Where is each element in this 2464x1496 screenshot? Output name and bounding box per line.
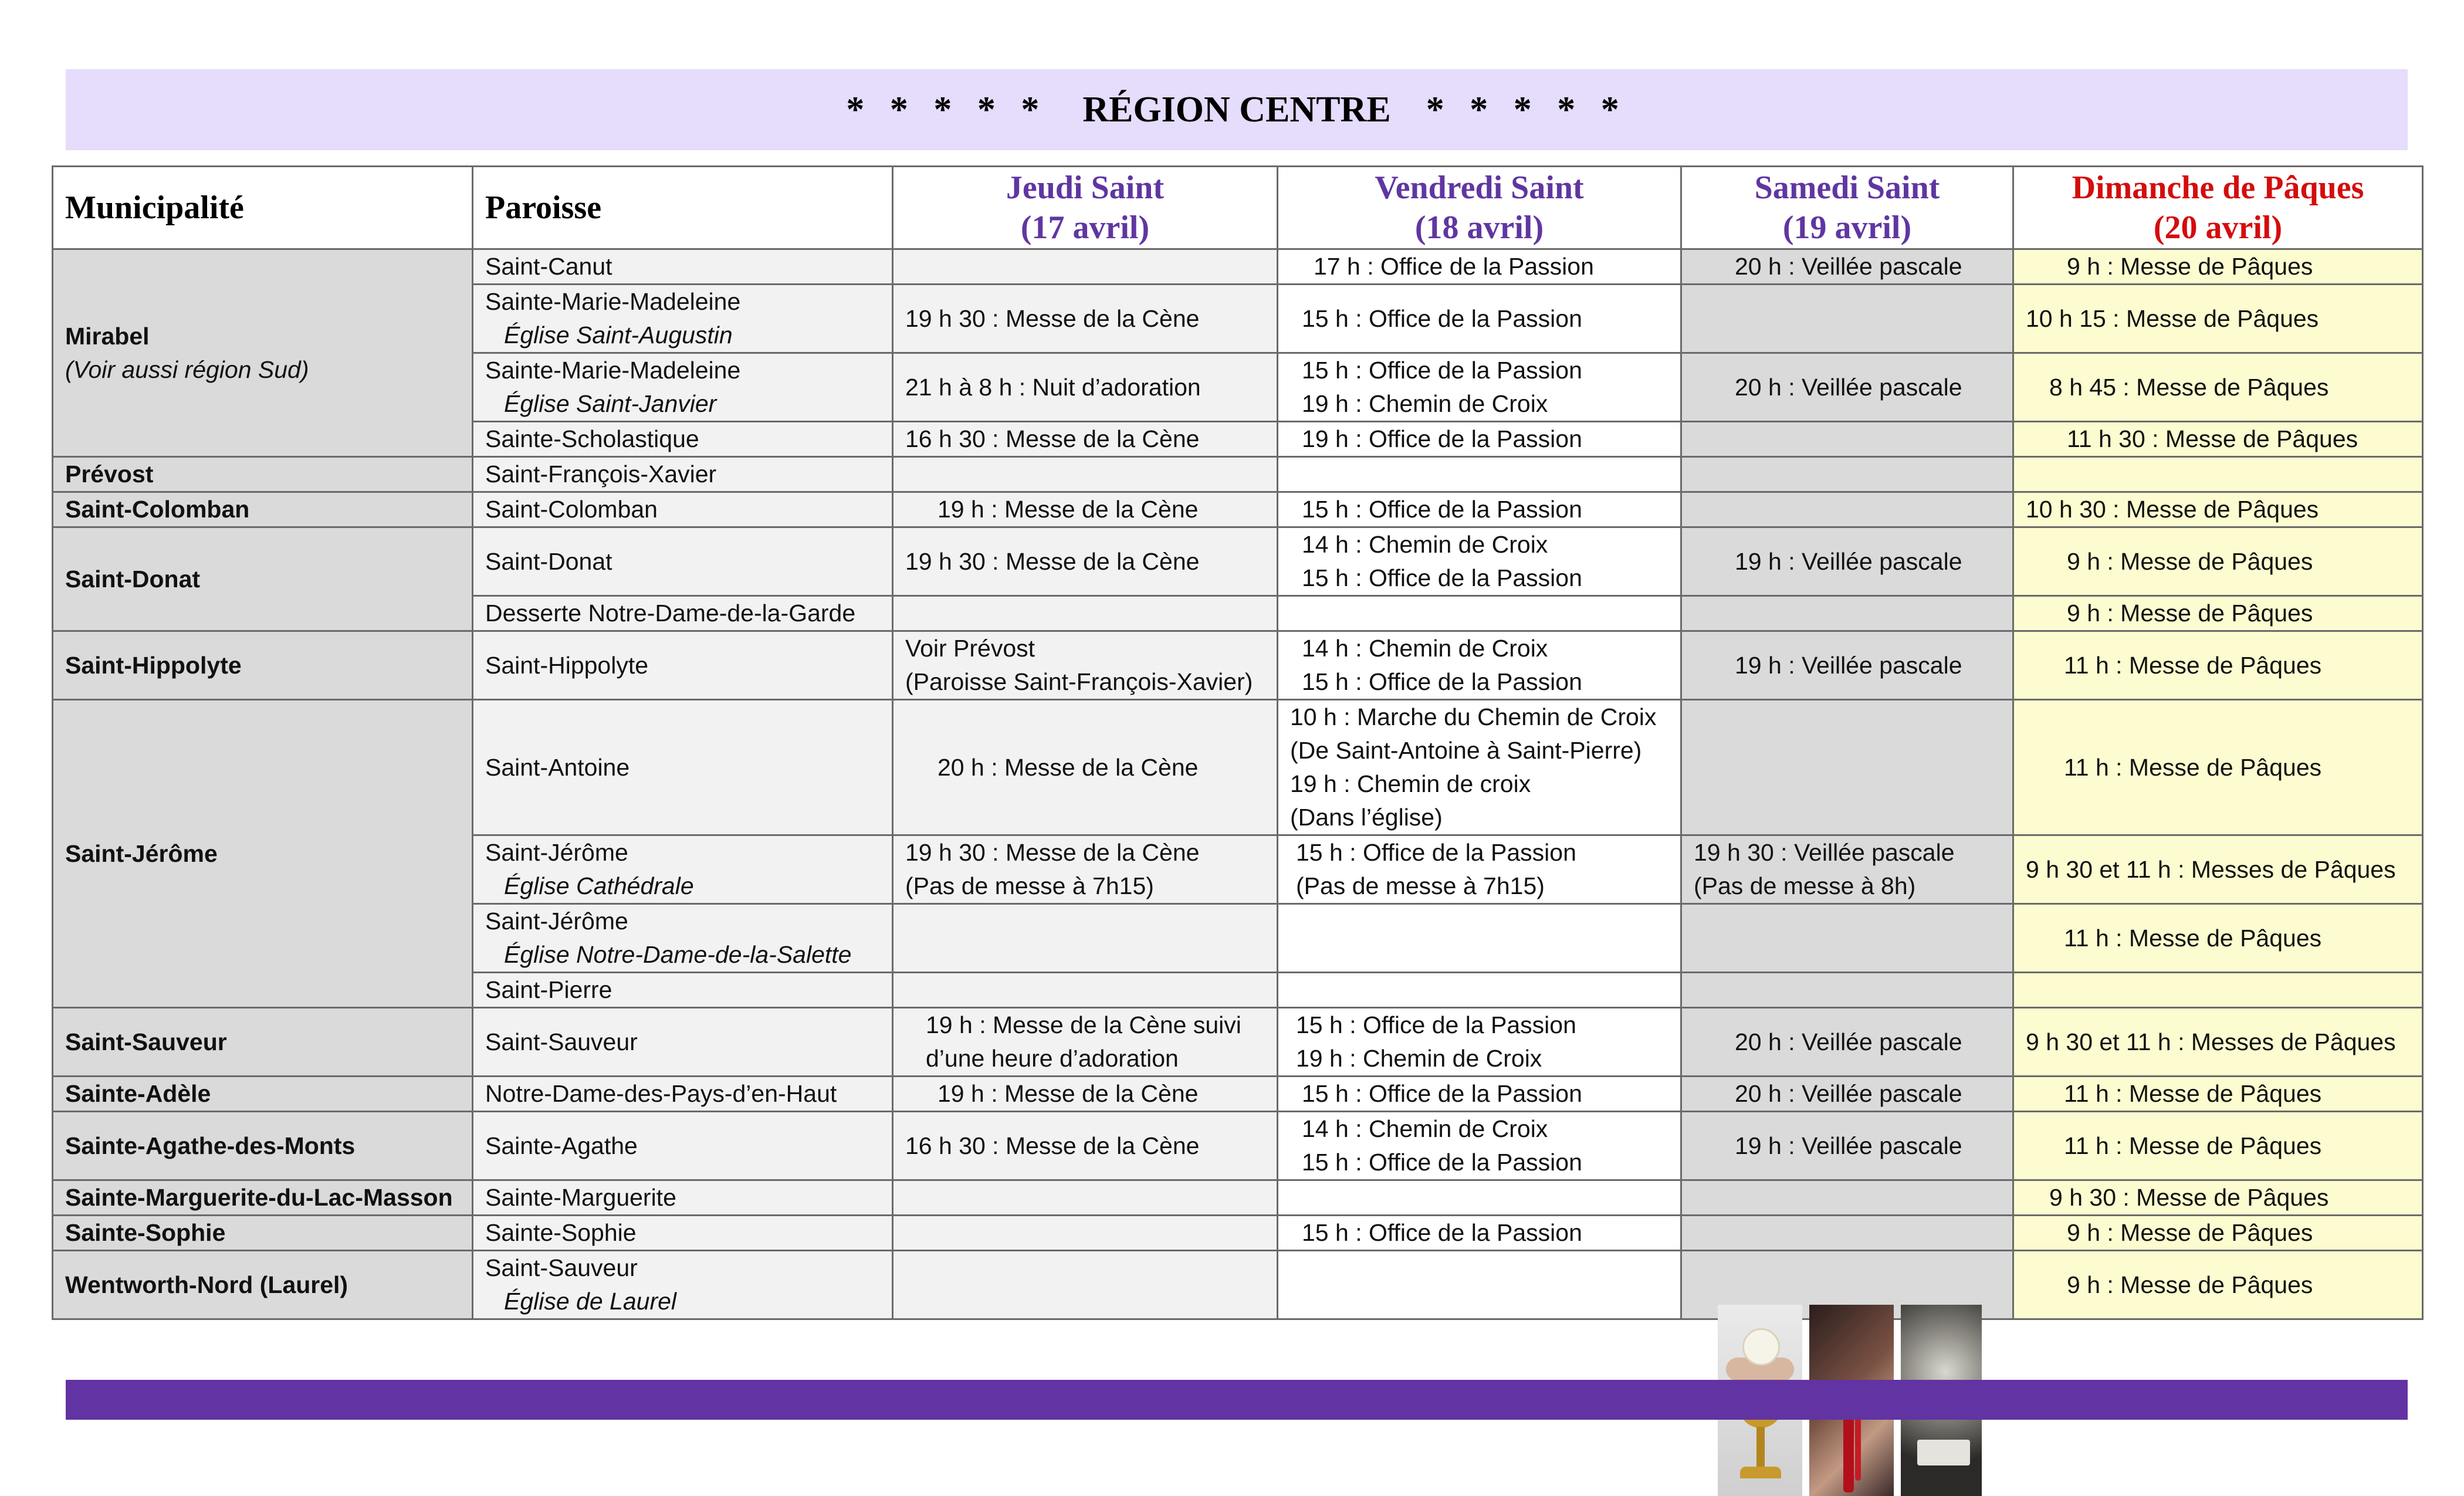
municipality-name: Wentworth-Nord (Laurel) <box>65 1271 348 1298</box>
table-row <box>53 1180 2423 1216</box>
parish-name: Notre-Dame-des-Pays-d’en-Haut <box>485 1080 837 1107</box>
schedule-entry: 15 h : Office de la Passion <box>1302 304 1582 332</box>
parish-cell <box>473 1216 893 1251</box>
schedule-entry: 19 h : Veillée pascale <box>1735 651 1962 679</box>
parish-cell <box>473 353 893 422</box>
schedule-entry: (Paroisse Saint-François-Xavier) <box>905 668 1253 695</box>
schedule-entry: 19 h : Chemin de Croix <box>1302 390 1548 417</box>
jeudi-cell <box>893 353 1278 422</box>
dimanche-cell <box>2013 249 2423 285</box>
header-vendredi <box>1278 167 1681 249</box>
table-row <box>53 457 2423 492</box>
schedule-entry: 19 h 30 : Messe de la Cène <box>905 547 1200 575</box>
schedule-entry: 10 h 30 : Messe de Pâques <box>2026 496 2319 523</box>
parish-name: Saint-François-Xavier <box>485 461 717 488</box>
schedule-table <box>52 165 2424 1320</box>
parish-cell <box>473 835 893 904</box>
header-row <box>53 167 2423 249</box>
header-vendredi-date: (18 avril) <box>1414 209 1544 246</box>
table-row <box>53 1008 2423 1077</box>
municipality-cell <box>53 700 473 1008</box>
schedule-entry: 11 h : Messe de Pâques <box>2064 1080 2322 1107</box>
parish-name: Saint-Hippolyte <box>485 651 649 679</box>
schedule-entry: 20 h : Veillée pascale <box>1735 253 1962 280</box>
schedule-entry: (De Saint-Antoine à Saint-Pierre) <box>1290 737 1642 764</box>
schedule-entry: 20 h : Veillée pascale <box>1735 373 1962 401</box>
parish-cell <box>473 596 893 631</box>
municipality-cell <box>53 1008 473 1077</box>
samedi-cell <box>1681 492 2013 527</box>
municipality-cell <box>53 1251 473 1319</box>
dimanche-cell <box>2013 353 2423 422</box>
schedule-entry: 20 h : Veillée pascale <box>1735 1080 1962 1107</box>
vendredi-cell <box>1278 249 1681 285</box>
vendredi-cell <box>1278 1077 1681 1112</box>
schedule-entry: Voir Prévost <box>905 635 1035 662</box>
jeudi-cell <box>893 1008 1278 1077</box>
parish-cell <box>473 527 893 596</box>
schedule-entry: 11 h : Messe de Pâques <box>2064 753 2322 781</box>
municipality-name: Prévost <box>65 461 154 488</box>
schedule-entry: 15 h : Office de la Passion <box>1302 1080 1582 1107</box>
parish-cell <box>473 1008 893 1077</box>
header-paroisse: Paroisse <box>473 167 893 249</box>
schedule-entry: (Dans l’église) <box>1290 804 1443 831</box>
schedule-entry: 15 h : Office de la Passion <box>1302 496 1582 523</box>
jeudi-cell <box>893 492 1278 527</box>
jeudi-cell <box>893 1180 1278 1216</box>
municipality-cell <box>53 249 473 457</box>
parish-name: Saint-Colomban <box>485 496 658 523</box>
schedule-entry: 9 h : Messe de Pâques <box>2067 1219 2313 1246</box>
header-municipalite: Municipalité <box>53 167 473 249</box>
municipality-name: Sainte-Sophie <box>65 1219 226 1246</box>
church-name: Église Cathédrale <box>504 872 694 899</box>
parish-cell <box>473 1077 893 1112</box>
schedule-entry: 11 h : Messe de Pâques <box>2064 1132 2322 1159</box>
municipality-cell <box>53 1180 473 1216</box>
schedule-entry: 15 h : Office de la Passion <box>1302 564 1582 591</box>
schedule-entry: 15 h : Office de la Passion <box>1302 668 1582 695</box>
parish-cell <box>473 285 893 353</box>
samedi-cell <box>1681 631 2013 700</box>
parish-cell <box>473 422 893 457</box>
samedi-cell <box>1681 835 2013 904</box>
schedule-entry: 9 h 30 et 11 h : Messes de Pâques <box>2026 855 2396 883</box>
vendredi-cell <box>1278 835 1681 904</box>
schedule-entry: 19 h : Messe de la Cène suivi <box>926 1011 1241 1038</box>
table-row <box>53 631 2423 700</box>
parish-cell <box>473 631 893 700</box>
header-jeudi-name: Jeudi Saint <box>1006 170 1165 206</box>
municipality-name: Saint-Hippolyte <box>65 651 242 679</box>
schedule-entry: 14 h : Chemin de Croix <box>1302 531 1548 558</box>
schedule-entry: 19 h : Chemin de croix <box>1290 770 1531 797</box>
jeudi-cell <box>893 422 1278 457</box>
church-name: Église Saint-Janvier <box>504 390 717 417</box>
jeudi-cell <box>893 457 1278 492</box>
schedule-entry: 19 h : Veillée pascale <box>1735 547 1962 575</box>
schedule-entry: (Pas de messe à 7h15) <box>905 872 1154 899</box>
schedule-entry: 14 h : Chemin de Croix <box>1302 635 1548 662</box>
parish-cell <box>473 492 893 527</box>
parish-name: Sainte-Sophie <box>485 1219 637 1246</box>
municipality-cell <box>53 1216 473 1251</box>
parish-name: Saint-Jérôme <box>485 908 628 935</box>
bottom-bar <box>66 1380 2408 1420</box>
samedi-cell <box>1681 353 2013 422</box>
jeudi-cell <box>893 527 1278 596</box>
schedule-entry: 15 h : Office de la Passion <box>1302 1149 1582 1176</box>
banner-stars-right: * * * * * <box>1426 89 1627 130</box>
dimanche-cell <box>2013 904 2423 973</box>
parish-cell <box>473 973 893 1008</box>
header-samedi-name: Samedi Saint <box>1754 170 1940 206</box>
parish-name: Sainte-Marie-Madeleine <box>485 357 741 384</box>
municipality-cell <box>53 457 473 492</box>
schedule-entry: 11 h 30 : Messe de Pâques <box>2067 425 2358 452</box>
parish-name: Saint-Pierre <box>485 976 612 1003</box>
table-row <box>53 1251 2423 1319</box>
samedi-cell <box>1681 1008 2013 1077</box>
samedi-cell <box>1681 249 2013 285</box>
schedule-entry: 17 h : Office de la Passion <box>1314 253 1594 280</box>
parish-name: Desserte Notre-Dame-de-la-Garde <box>485 600 856 627</box>
church-name: Église Notre-Dame-de-la-Salette <box>504 941 852 968</box>
municipality-cell <box>53 631 473 700</box>
jeudi-cell <box>893 631 1278 700</box>
schedule-entry: 20 h : Veillée pascale <box>1735 1028 1962 1055</box>
dimanche-cell <box>2013 1077 2423 1112</box>
samedi-cell <box>1681 904 2013 973</box>
dimanche-cell <box>2013 596 2423 631</box>
vendredi-cell <box>1278 904 1681 973</box>
samedi-cell <box>1681 973 2013 1008</box>
vendredi-cell <box>1278 457 1681 492</box>
parish-cell <box>473 457 893 492</box>
vendredi-cell <box>1278 285 1681 353</box>
samedi-cell <box>1681 457 2013 492</box>
schedule-entry: (Pas de messe à 8h) <box>1694 872 1916 899</box>
dimanche-cell <box>2013 527 2423 596</box>
parish-cell <box>473 700 893 835</box>
municipality-name: Saint-Sauveur <box>65 1028 227 1055</box>
schedule-entry: 20 h : Messe de la Cène <box>937 753 1199 781</box>
jeudi-cell <box>893 285 1278 353</box>
schedule-entry: 9 h 30 : Messe de Pâques <box>2049 1184 2329 1211</box>
dimanche-cell <box>2013 835 2423 904</box>
header-jeudi <box>893 167 1278 249</box>
table-row <box>53 1112 2423 1180</box>
jeudi-cell <box>893 973 1278 1008</box>
schedule-entry: 11 h : Messe de Pâques <box>2064 651 2322 679</box>
parish-name: Sainte-Marguerite <box>485 1184 676 1211</box>
parish-name: Saint-Canut <box>485 253 612 280</box>
municipality-note: (Voir aussi région Sud) <box>65 356 309 383</box>
header-dimanche <box>2013 167 2423 249</box>
parish-name: Saint-Donat <box>485 547 612 575</box>
schedule-entry: (Pas de messe à 7h15) <box>1296 872 1545 899</box>
header-dimanche-date: (20 avril) <box>2153 209 2283 246</box>
parish-cell <box>473 904 893 973</box>
parish-cell <box>473 249 893 285</box>
dimanche-cell <box>2013 700 2423 835</box>
schedule-entry: 8 h 45 : Messe de Pâques <box>2049 373 2329 401</box>
region-title: RÉGION CENTRE <box>1082 89 1391 130</box>
municipality-cell <box>53 527 473 631</box>
vendredi-cell <box>1278 422 1681 457</box>
schedule-entry: 15 h : Office de la Passion <box>1302 357 1582 384</box>
jeudi-cell <box>893 1112 1278 1180</box>
schedule-body <box>53 249 2423 1319</box>
schedule-entry: 19 h : Chemin de Croix <box>1296 1045 1542 1072</box>
header-samedi-date: (19 avril) <box>1782 209 1912 246</box>
municipality-name: Sainte-Marguerite-du-Lac-Masson <box>65 1184 453 1211</box>
jeudi-cell <box>893 1216 1278 1251</box>
dimanche-cell <box>2013 492 2423 527</box>
dimanche-cell <box>2013 422 2423 457</box>
dimanche-cell <box>2013 1251 2423 1319</box>
header-samedi <box>1681 167 2013 249</box>
dimanche-cell <box>2013 285 2423 353</box>
schedule-entry: 15 h : Office de la Passion <box>1302 1219 1582 1246</box>
vendredi-cell <box>1278 1180 1681 1216</box>
vendredi-cell <box>1278 492 1681 527</box>
vendredi-cell <box>1278 973 1681 1008</box>
schedule-entry: 11 h : Messe de Pâques <box>2064 924 2322 952</box>
parish-cell <box>473 1180 893 1216</box>
table-row <box>53 1077 2423 1112</box>
dimanche-cell <box>2013 457 2423 492</box>
parish-name: Saint-Antoine <box>485 753 630 781</box>
samedi-cell <box>1681 700 2013 835</box>
vendredi-cell <box>1278 1251 1681 1319</box>
header-vendredi-name: Vendredi Saint <box>1375 170 1584 206</box>
municipality-cell <box>53 1077 473 1112</box>
dimanche-cell <box>2013 1008 2423 1077</box>
parish-cell <box>473 1112 893 1180</box>
jeudi-cell <box>893 249 1278 285</box>
schedule-entry: 19 h : Office de la Passion <box>1302 425 1582 452</box>
vendredi-cell <box>1278 596 1681 631</box>
schedule-entry: 19 h 30 : Veillée pascale <box>1694 839 1955 866</box>
region-banner <box>66 69 2408 150</box>
dimanche-cell <box>2013 1112 2423 1180</box>
dimanche-cell <box>2013 1180 2423 1216</box>
parish-name: Saint-Jérôme <box>485 839 628 866</box>
vendredi-cell <box>1278 1008 1681 1077</box>
vendredi-cell <box>1278 700 1681 835</box>
jeudi-cell <box>893 700 1278 835</box>
municipality-name: Saint-Donat <box>65 565 201 593</box>
table-row <box>53 492 2423 527</box>
parish-name: Saint-Sauveur <box>485 1254 638 1281</box>
jeudi-cell <box>893 596 1278 631</box>
municipality-cell <box>53 492 473 527</box>
schedule-entry: 21 h à 8 h : Nuit d’adoration <box>905 373 1201 401</box>
header-dimanche-name: Dimanche de Pâques <box>2072 170 2364 206</box>
samedi-cell <box>1681 1077 2013 1112</box>
samedi-cell <box>1681 596 2013 631</box>
parish-name: Saint-Sauveur <box>485 1028 638 1055</box>
municipality-name: Saint-Jérôme <box>65 840 218 867</box>
schedule-entry: 15 h : Office de la Passion <box>1296 1011 1576 1038</box>
jeudi-cell <box>893 835 1278 904</box>
header-jeudi-date: (17 avril) <box>1020 209 1150 246</box>
schedule-entry: 10 h : Marche du Chemin de Croix <box>1290 703 1657 730</box>
dimanche-cell <box>2013 1216 2423 1251</box>
parish-name: Sainte-Scholastique <box>485 425 699 452</box>
schedule-entry: 9 h : Messe de Pâques <box>2067 547 2313 575</box>
schedule-entry: 19 h 30 : Messe de la Cène <box>905 304 1200 332</box>
schedule-entry: 9 h 30 et 11 h : Messes de Pâques <box>2026 1028 2396 1055</box>
vendredi-cell <box>1278 1112 1681 1180</box>
vendredi-cell <box>1278 353 1681 422</box>
samedi-cell <box>1681 1216 2013 1251</box>
schedule-entry: d’une heure d’adoration <box>926 1045 1179 1072</box>
church-name: Église de Laurel <box>504 1288 677 1315</box>
samedi-cell <box>1681 422 2013 457</box>
municipality-name: Sainte-Adèle <box>65 1080 211 1107</box>
municipality-name: Mirabel <box>65 322 150 350</box>
table-row <box>53 527 2423 596</box>
schedule-entry: 15 h : Office de la Passion <box>1296 839 1576 866</box>
table-row <box>53 249 2423 285</box>
schedule-entry: 19 h : Messe de la Cène <box>937 1080 1199 1107</box>
banner-stars-left: * * * * * <box>846 89 1048 130</box>
church-name: Église Saint-Augustin <box>504 321 733 348</box>
schedule-entry: 19 h : Veillée pascale <box>1735 1132 1962 1159</box>
parish-name: Sainte-Agathe <box>485 1132 638 1159</box>
parish-cell <box>473 1251 893 1319</box>
schedule-entry: 9 h : Messe de Pâques <box>2067 600 2313 627</box>
vendredi-cell <box>1278 631 1681 700</box>
schedule-entry: 9 h : Messe de Pâques <box>2067 1271 2313 1298</box>
municipality-cell <box>53 1112 473 1180</box>
schedule-entry: 10 h 15 : Messe de Pâques <box>2026 304 2319 332</box>
dimanche-cell <box>2013 631 2423 700</box>
parish-name: Sainte-Marie-Madeleine <box>485 288 741 315</box>
table-row <box>53 700 2423 835</box>
municipality-name: Saint-Colomban <box>65 496 250 523</box>
table-row <box>53 1216 2423 1251</box>
jeudi-cell <box>893 1251 1278 1319</box>
jeudi-cell <box>893 1077 1278 1112</box>
schedule-entry: 9 h : Messe de Pâques <box>2067 253 2313 280</box>
samedi-cell <box>1681 285 2013 353</box>
vendredi-cell <box>1278 1216 1681 1251</box>
samedi-cell <box>1681 1180 2013 1216</box>
vendredi-cell <box>1278 527 1681 596</box>
schedule-entry: 16 h 30 : Messe de la Cène <box>905 425 1200 452</box>
jeudi-cell <box>893 904 1278 973</box>
dimanche-cell <box>2013 973 2423 1008</box>
municipality-name: Sainte-Agathe-des-Monts <box>65 1132 356 1159</box>
schedule-entry: 16 h 30 : Messe de la Cène <box>905 1132 1200 1159</box>
schedule-entry: 19 h : Messe de la Cène <box>937 496 1199 523</box>
samedi-cell <box>1681 527 2013 596</box>
samedi-cell <box>1681 1112 2013 1180</box>
schedule-entry: 14 h : Chemin de Croix <box>1302 1115 1548 1142</box>
schedule-entry: 19 h 30 : Messe de la Cène <box>905 839 1200 866</box>
